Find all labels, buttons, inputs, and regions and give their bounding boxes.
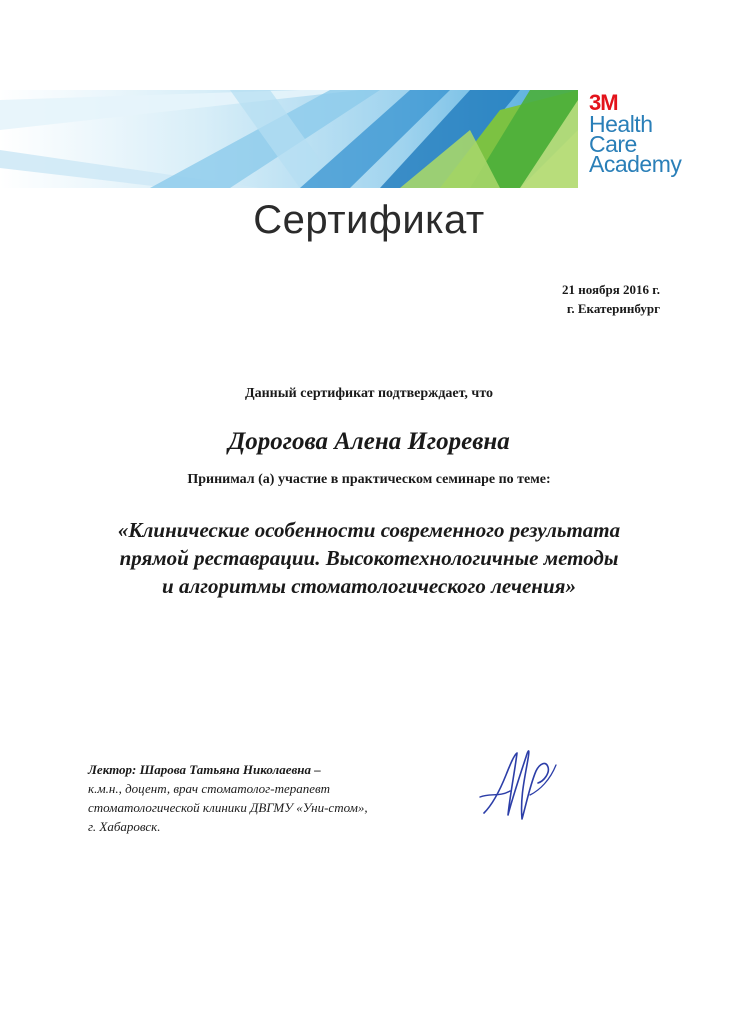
logo-line-1: Health xyxy=(589,111,653,137)
certificate-title: Сертификат xyxy=(253,198,485,242)
brand-3m-logo: 3M xyxy=(589,90,618,115)
lecturer-block xyxy=(88,760,368,836)
topic-line: «Клинические особенности современного результата xyxy=(117,518,621,542)
topic-line: и алгоритмы стоматологического лечения» xyxy=(162,574,576,598)
date-place-block xyxy=(562,280,660,318)
issue-city: г. Екатеринбург xyxy=(566,301,660,316)
academy-logo xyxy=(589,90,682,177)
header-banner-graphic xyxy=(0,90,578,188)
topic-line: прямой реставрации. Высокотехнологичные методы xyxy=(119,546,619,570)
lecturer-signature xyxy=(470,735,570,835)
logo-line-3: Academy xyxy=(589,151,682,177)
lecturer-detail: стоматологической клиники ДВГМУ «Уни-стом», xyxy=(88,800,368,815)
participation-text: Принимал (а) участие в практическом семинаре по теме: xyxy=(187,472,551,487)
seminar-topic xyxy=(40,516,698,600)
lecturer-name: Лектор: Шарова Татьяна Николаевна – xyxy=(88,762,321,777)
issue-date: 21 ноября 2016 г. xyxy=(562,282,660,297)
recipient-name: Дорогова Алена Игоревна xyxy=(228,428,510,455)
logo-line-2: Care xyxy=(589,131,637,157)
lecturer-detail: г. Хабаровск. xyxy=(88,819,161,834)
confirmation-text: Данный сертификат подтверждает, что xyxy=(244,386,494,401)
lecturer-detail: к.м.н., доцент, врач стоматолог-терапевт xyxy=(88,781,331,796)
